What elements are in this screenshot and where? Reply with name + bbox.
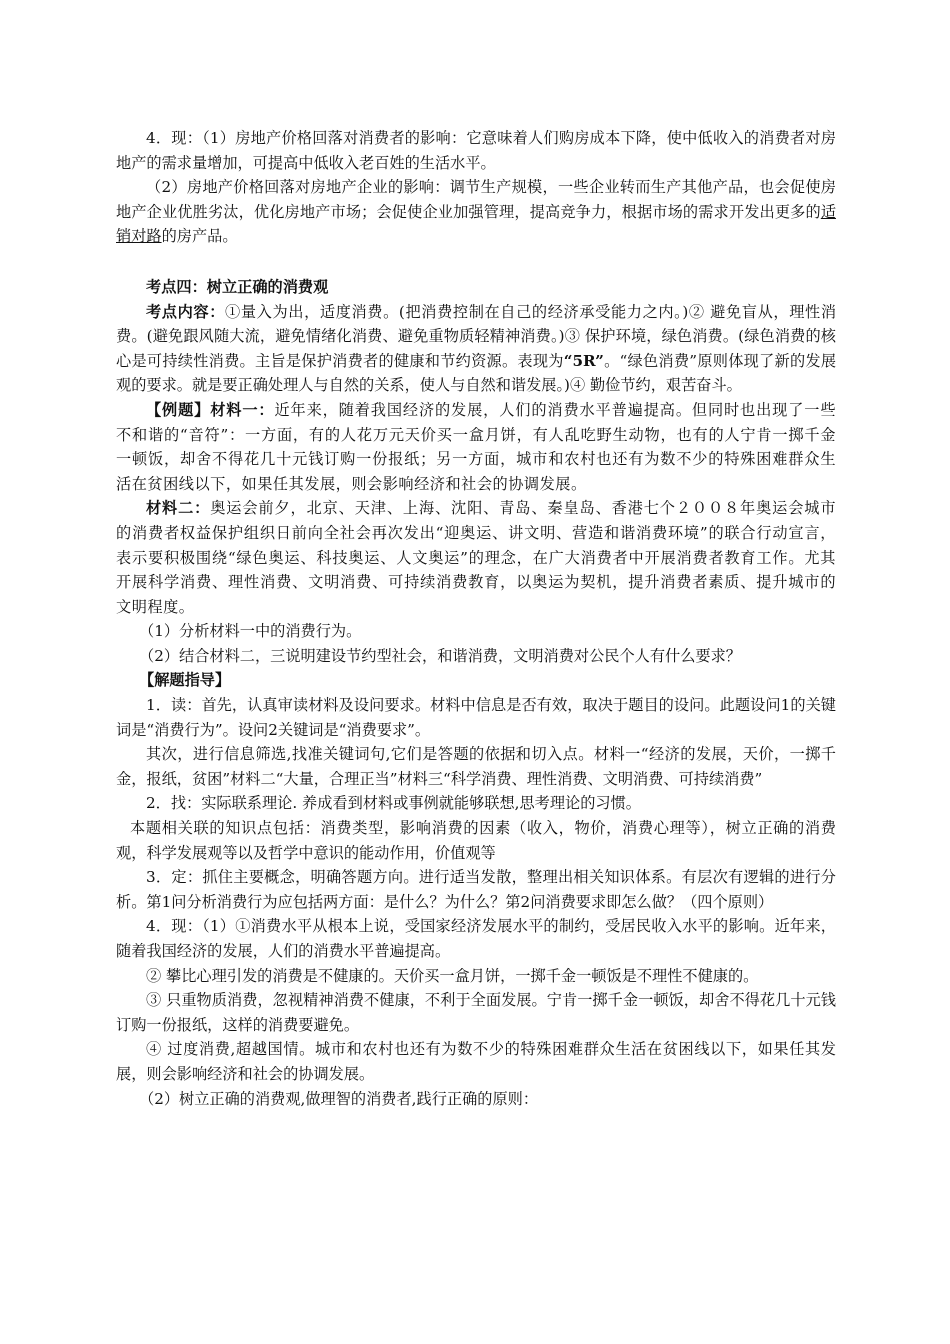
material-text: 奥运会前夕，北京、天津、上海、沈阳、青岛、秦皇岛、香港七个２００８年奥运会城市的消费者权益保护组织日前向全社会再次发出“迎奥运、讲文明、营造和谐消费环境”的联合行动宣言，表示要积极围绕“绿色奥运、科技奥运、人文奥运”的理念，在广大消费者中开展消费者教育工作。尤其开展科学消费、理性消费、文明消费、可持续消费教育，以奥运为契机，提升消费者素质、提升城市的文明程度。 <box>116 499 837 616</box>
key-point-content <box>116 300 836 398</box>
guide-present-5: （2）树立正确的消费观,做理智的消费者,践行正确的原则： <box>139 1089 539 1108</box>
example-material-1 <box>116 398 836 496</box>
5r-label: “5R” <box>563 351 604 370</box>
section-title: 考点四：树立正确的消费观 <box>146 277 329 296</box>
guide-present-4: ④ 过度消费,超越国情。城市和农村也还有为数不少的特殊困难群众生活在贫困线以下，如果任其发展，则会影响经济和社会的协调发展。 <box>116 1040 836 1083</box>
material2-label: 材料二： <box>146 499 211 518</box>
example-material-2 <box>116 496 836 619</box>
spacer <box>116 249 836 275</box>
question-1: （1）分析材料一中的消费行为。 <box>139 622 362 641</box>
guide-present-1: 4．现：（1）①消费水平从根本上说，受国家经济发展水平的制约，受居民收入水平的影响。近年来，随着我国经济的发展，人们的消费水平普遍提高。 <box>116 917 836 960</box>
guide-knowledge: 本题相关联的知识点包括：消费类型，影响消费的因素（收入，物价，消费心理等），树立正确的消费观，科学发展观等以及哲学中意识的能动作用，价值观等 <box>116 819 836 862</box>
paragraph-text: （2）房地产价格回落对房地产企业的影响：调节生产规模，一些企业转而生产其他产品，也会促使房地产企业优胜劣汰，优化房地产市场；会促使企业加强管理，提高竞争力，根据市场的需求开发出更多的 <box>116 178 836 221</box>
guide-find: 2．找：实际联系理论. 养成看到材料或事例就能够联想,思考理论的习惯。 <box>146 794 641 813</box>
paragraph-current-2 <box>116 175 836 249</box>
content-text: ①量入为出，适度消费。(把消费控制在自己的经济承受能力之内。)② 避免盲从，理性消费。(避免跟风随大流，避免情绪化消费、避免重物质轻精神消费。)③ 保护环境，绿色消费。(绿色消费的核心是可持续性消费。主旨是保护消费者的健康和节约资源。表现为 <box>116 302 837 370</box>
question-2: （2）结合材料二，三说明建设节约型社会，和谐消费，文明消费对公民个人有什么要求？ <box>139 646 741 665</box>
guide-read: 1．读：首先，认真审读材料及设问要求。材料中信息是否有效，取决于题目的设问。此题设问1的关键词是“消费行为”。设问2关键词是“消费要求”。 <box>116 696 836 739</box>
guide-present-2: ② 攀比心理引发的消费是不健康的。天价买一盒月饼，一掷千金一顿饭是不理性不健康的。 <box>146 966 759 985</box>
guide-title: 【解题指导】 <box>139 671 231 690</box>
guide-define: 3．定：抓住主要概念，明确答题方向。进行适当发散，整理出相关知识体系。有层次有逻辑的进行分析。第1问分析消费行为应包括两方面：是什么？为什么？第2问消费要求即怎么做？（四个原则） <box>116 868 836 911</box>
material-text: 近年来，随着我国经济的发展，人们的消费水平普遍提高。但同时也出现了一些不和谐的“音符”：一方面，有的人花万元天价买一盒月饼，有人乱吃野生动物，也有的人宁肯一掷千金一顿饭，却舍不得花几十元钱订购一份报纸；另一方面，城市和农村也还有为数不少的特殊困难群众生活在贫困线以下，如果任其发展，则会影响经济和社会的协调发展。 <box>116 400 837 493</box>
underlined-phrase: 适销对路 <box>116 202 836 246</box>
content-label: 考点内容： <box>146 302 226 321</box>
paragraph-current-1: 4．现：（1）房地产价格回落对消费者的影响：它意味着人们购房成本下降，使中低收入的消费者对房地产的需求量增加，可提高中低收入老百姓的生活水平。 <box>116 129 836 172</box>
content-text: 。“绿色消费”原则体现了新的发展观的要求。就是要正确处理人与自然的关系，使人与自然和谐发展。)④ 勤俭节约，艰苦奋斗。 <box>116 351 837 395</box>
guide-present-3: ③ 只重物质消费，忽视精神消费不健康，不利于全面发展。宁肯一掷千金一顿饭，却舍不得花几十元钱订购一份报纸，这样的消费要避免。 <box>116 991 836 1034</box>
document-page <box>116 126 836 1111</box>
guide-filter: 其次，进行信息筛选,找准关键词句,它们是答题的依据和切入点。材料一“经济的发展，天价，一掷千金，报纸，贫困”材料二“大量，合理正当”材料三“科学消费、理性消费、文明消费、可持续消费” <box>116 745 836 788</box>
example-label: 【例题】材料一： <box>146 400 275 419</box>
paragraph-text: 的房产品。 <box>161 227 238 246</box>
